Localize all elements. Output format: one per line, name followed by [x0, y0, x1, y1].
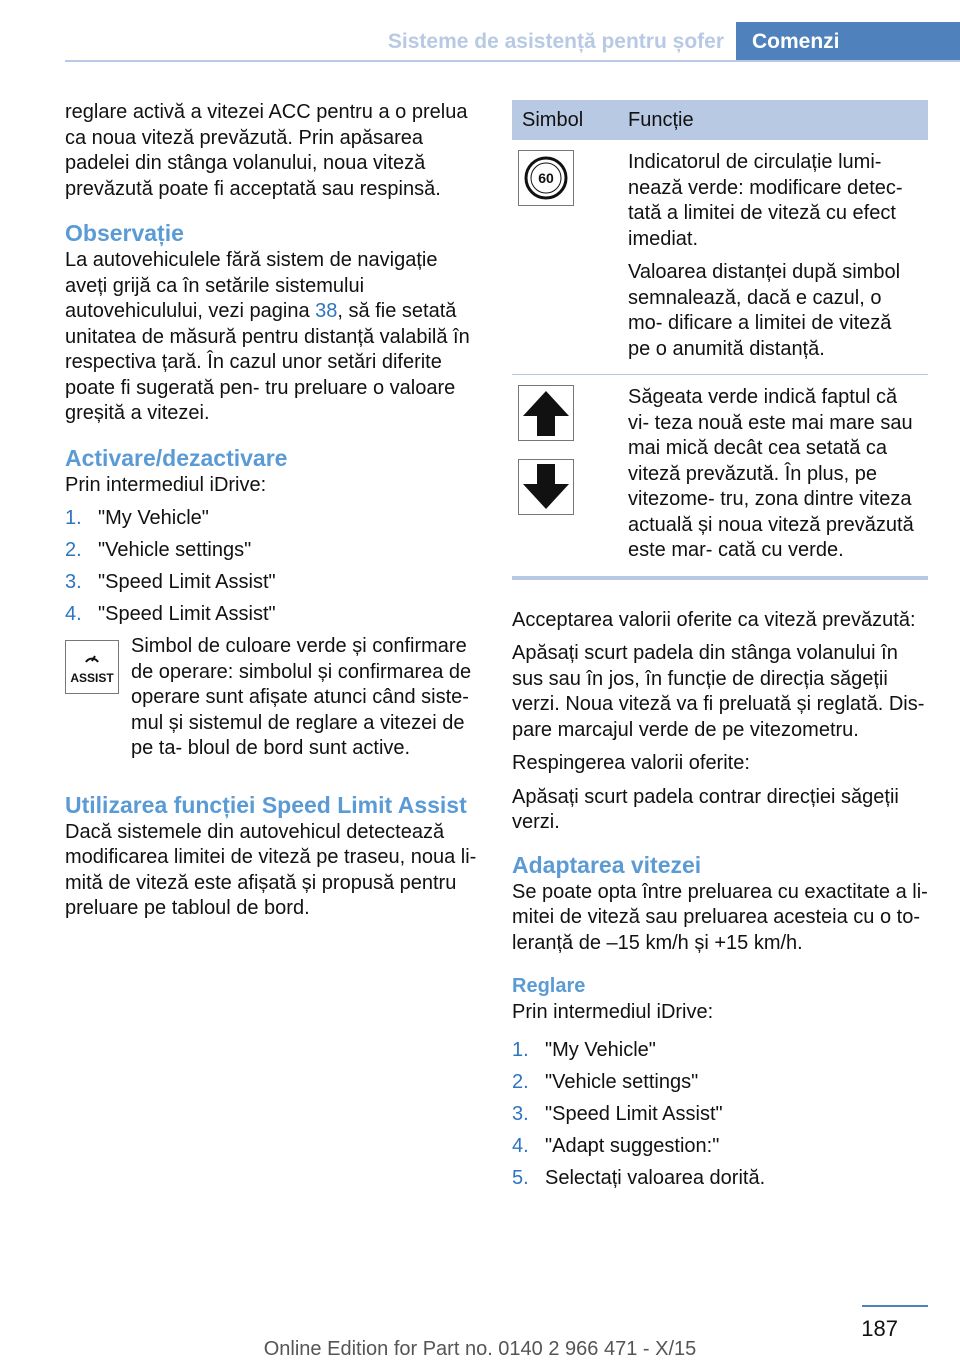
note-text-a: La autovehiculele fără sistem de navigație aveți grijă ca în setările sistemului autovehiculului, vezi pagina — [65, 249, 438, 322]
usage-heading: Utilizarea funcției Speed Limit Assist — [65, 791, 467, 818]
speed-limit-sign-icon — [518, 150, 574, 206]
list-item — [512, 1166, 928, 1192]
symbol-cell — [512, 375, 618, 578]
activation-steps — [65, 506, 485, 628]
step-number: 3. — [65, 571, 82, 593]
intro-paragraph: reglare activă a vitezei ACC pentru a o prelua ca noua viteză prevăzută. Prin apăsarea padelei din stânga volanului, noua viteză prevăzută poate fi acceptată sau respinsă. — [65, 101, 468, 200]
note-paragraph — [65, 248, 485, 427]
step-number: 1. — [65, 507, 82, 529]
column-header-symbol: Simbol — [512, 100, 618, 140]
header-divider — [65, 60, 960, 62]
assist-icon — [65, 640, 119, 694]
function-cell — [618, 140, 928, 375]
step-number: 1. — [512, 1038, 529, 1061]
step-text: "My Vehicle" — [98, 507, 209, 529]
page-number: 187 — [861, 1316, 898, 1341]
setting-intro: Prin intermediul iDrive: — [512, 1001, 714, 1023]
column-header-function: Funcție — [618, 100, 928, 140]
step-text: "Adapt suggestion:" — [545, 1134, 720, 1157]
page-link[interactable]: 38 — [315, 300, 338, 322]
function-text: Valoarea distanței după simbol semnalează, dacă e cazul, o mo‐ dificare a limitei de viteză pe o anumită distanță. — [628, 261, 901, 360]
table-header-row — [512, 100, 928, 140]
page-header — [0, 0, 960, 62]
right-column — [512, 100, 928, 1198]
function-text: Săgeata verde indică faptul că vi‐ teza nouă este mai mare sau mai mică decât cea setată ca viteză prevăzută. În plus, pe vitezome‐ tru, zona dintre viteza actuală și noua viteză prevăzută este mar‐ cată cu verde. — [628, 386, 914, 561]
left-column — [65, 100, 485, 930]
arrow-down-icon — [518, 459, 574, 515]
reject-instructions: Apăsați scurt padela contrar direcției săgeții verzi. — [512, 785, 899, 833]
list-item — [512, 1070, 928, 1096]
setting-heading: Reglare — [512, 975, 586, 997]
setting-steps — [512, 1038, 928, 1192]
list-item — [65, 506, 485, 532]
adapt-paragraph: Se poate opta între preluarea cu exactitate a li‐ mitei de viteză sau preluarea acesteia cu o to‐ leranță de –15 km/h și +15 km/h. — [512, 880, 928, 954]
list-item — [65, 538, 485, 564]
footer-divider — [862, 1305, 928, 1307]
usage-paragraph: Dacă sistemele din autovehicul detectează modificarea limitei de viteză pe traseu, noua li‐ mită de viteză este afișată și propusă pentru preluare pe tabloul de bord. — [65, 820, 477, 919]
note-heading: Observație — [65, 220, 184, 246]
step-text: Selectați valoarea dorită. — [545, 1166, 766, 1189]
assist-gauge-icon — [84, 651, 100, 663]
step-number: 2. — [65, 539, 82, 561]
step-number: 4. — [512, 1134, 529, 1157]
function-text: Indicatorul de circulație lumi‐ nează verde: modificare detec‐ tată a limitei de viteză cu efect imediat. — [628, 151, 903, 250]
header-chapter-tab[interactable]: Comenzi — [736, 22, 960, 62]
symbol-table — [512, 100, 928, 580]
list-item — [512, 1102, 928, 1128]
step-text: "Speed Limit Assist" — [98, 603, 276, 625]
reject-label: Respingerea valorii oferite: — [512, 752, 750, 774]
step-number: 3. — [512, 1102, 529, 1125]
list-item — [65, 602, 485, 628]
step-text: "My Vehicle" — [545, 1038, 656, 1061]
table-row — [512, 140, 928, 375]
accept-label: Acceptarea valorii oferite ca viteză prevăzută: — [512, 608, 916, 631]
step-text: "Vehicle settings" — [98, 539, 252, 561]
header-section-title: Sisteme de asistență pentru șofer — [387, 30, 724, 53]
step-text: "Vehicle settings" — [545, 1070, 699, 1093]
activation-intro: Prin intermediul iDrive: — [65, 473, 267, 496]
table-row — [512, 375, 928, 578]
assist-indicator-block — [65, 634, 485, 770]
step-number: 5. — [512, 1166, 529, 1189]
arrow-up-icon — [518, 385, 574, 441]
activation-heading: Activare/dezactivare — [65, 444, 288, 471]
edition-footer: Online Edition for Part no. 0140 2 966 471 - X/15 — [263, 1338, 697, 1360]
list-item — [65, 570, 485, 596]
accept-instructions: Apăsați scurt padela din stânga volanului în sus sau în jos, în funcție de direcția săgeții verzi. Noua viteză va fi preluată și reglată. Dis‐ pare marcajul verde de pe vitezometru. — [512, 642, 925, 741]
symbol-cell — [512, 140, 618, 375]
step-number: 2. — [512, 1070, 529, 1093]
step-text: "Speed Limit Assist" — [98, 571, 276, 593]
step-number: 4. — [65, 603, 82, 625]
adapt-heading: Adaptarea vitezei — [512, 851, 702, 878]
sign-value: 60 — [538, 170, 554, 186]
note-text-b: , să fie setată unitatea de măsură pentru distanță valabilă în respectiva țară. În cazul unor setări diferite poate fi sugerată pen‐ tru preluare o valoare greșită a vitezei. — [65, 300, 470, 424]
function-cell — [618, 375, 928, 578]
list-item — [512, 1134, 928, 1160]
step-text: "Speed Limit Assist" — [545, 1102, 723, 1125]
list-item — [512, 1038, 928, 1064]
assist-icon-label: ASSIST — [70, 671, 114, 685]
assist-description: Simbol de culoare verde și confirmare de operare: simbolul și confirmarea de operare sunt afișate atunci când siste‐ mul și sistemul de reglare a vitezei de pe ta‐ bloul de bord sunt active. — [131, 635, 472, 759]
